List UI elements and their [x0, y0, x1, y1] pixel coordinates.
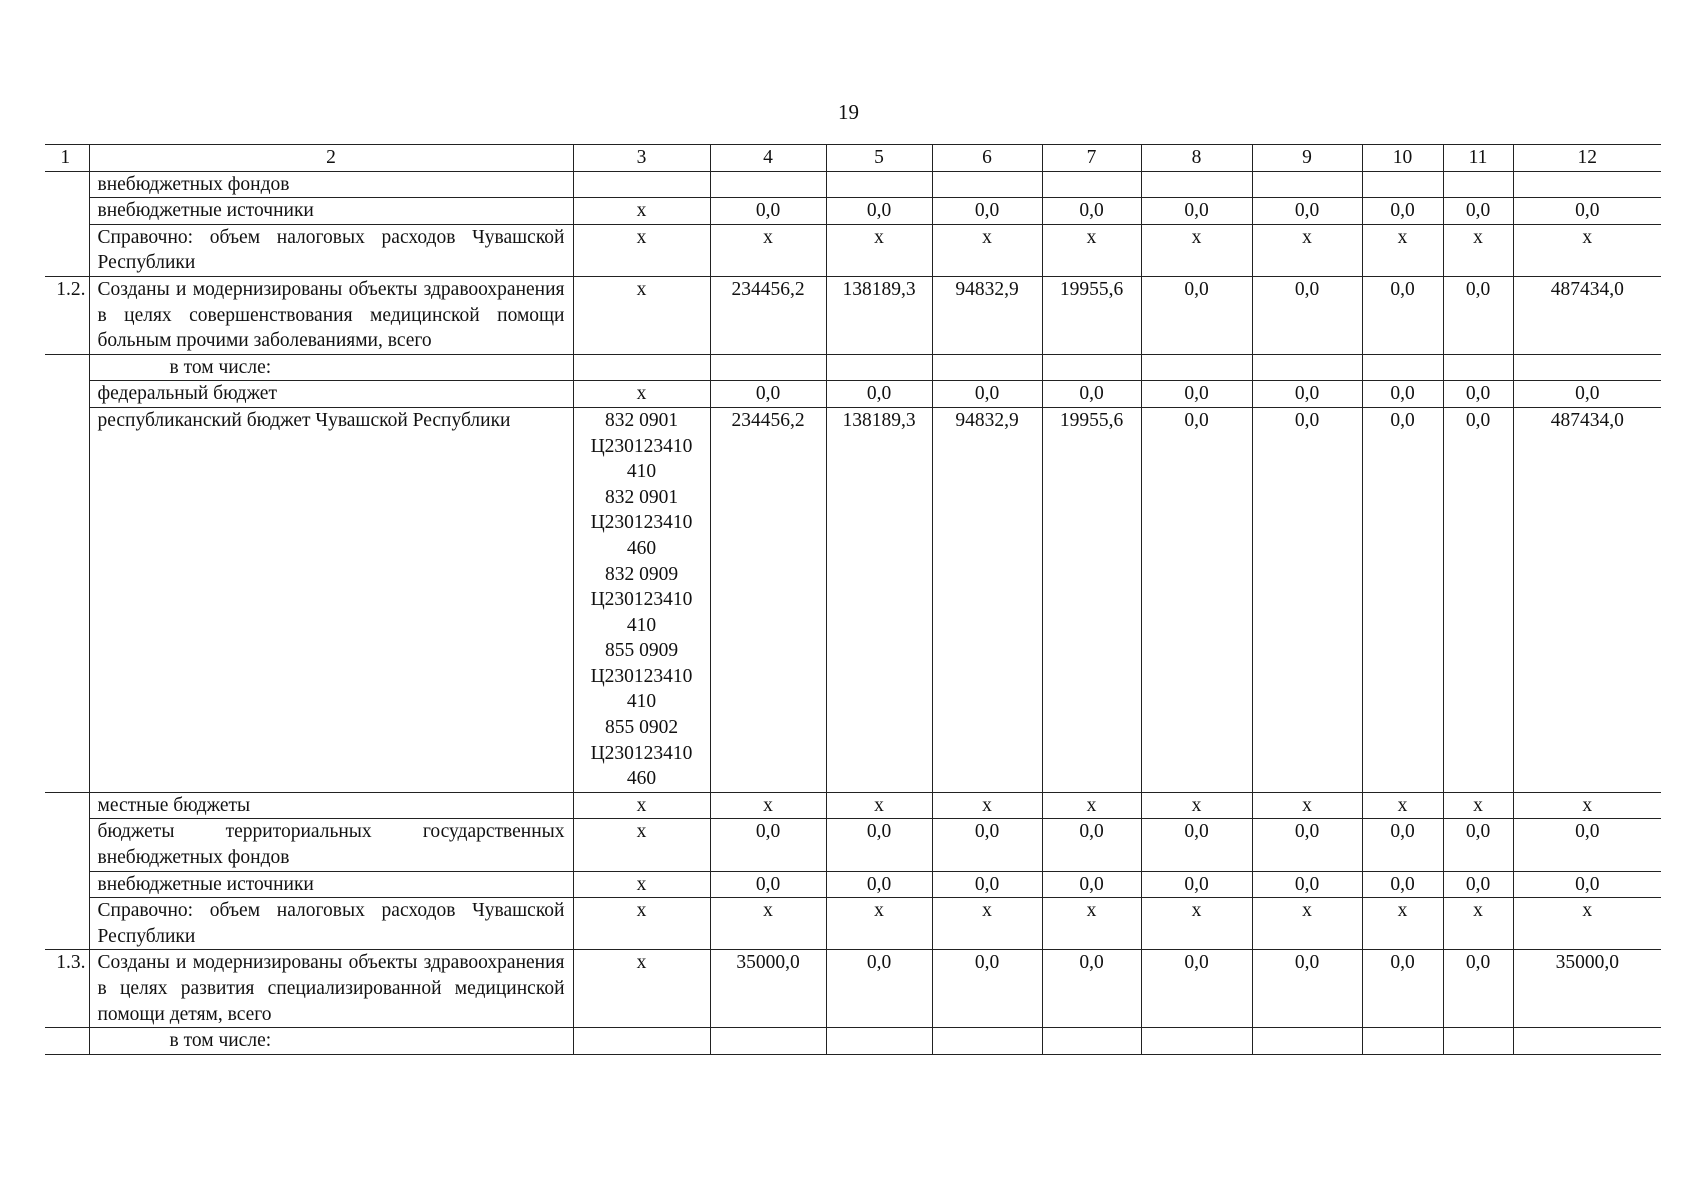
- value-cell: x: [1042, 792, 1141, 819]
- value-cell: 0,0: [1362, 871, 1443, 898]
- value-cell: [710, 1028, 826, 1055]
- value-cell: 0,0: [932, 950, 1042, 1028]
- value-cell: x: [710, 792, 826, 819]
- row-code: x: [573, 276, 710, 354]
- row-name: внебюджетные источники: [89, 871, 573, 898]
- row-name: внебюджетных фондов: [89, 171, 573, 198]
- header-cell: 10: [1362, 145, 1443, 172]
- value-cell: 0,0: [1141, 198, 1252, 225]
- value-cell: 0,0: [1042, 950, 1141, 1028]
- table-row: [45, 898, 1661, 950]
- row-name: Справочно: объем налоговых расходов Чувашской Республики: [89, 898, 573, 950]
- value-cell: [1141, 171, 1252, 198]
- value-cell: x: [1042, 224, 1141, 276]
- value-cell: 19955,6: [1042, 407, 1141, 792]
- value-cell: 0,0: [1362, 198, 1443, 225]
- row-name: в том числе:: [89, 354, 573, 381]
- header-cell: 5: [826, 145, 932, 172]
- header-cell: 2: [89, 145, 573, 172]
- value-cell: 0,0: [1141, 950, 1252, 1028]
- row-code: x: [573, 224, 710, 276]
- row-number: [45, 354, 89, 792]
- value-cell: 0,0: [1141, 381, 1252, 408]
- value-cell: [1252, 1028, 1362, 1055]
- row-number: [45, 1028, 89, 1055]
- value-cell: [1042, 1028, 1141, 1055]
- row-code: x: [573, 792, 710, 819]
- row-code: x: [573, 950, 710, 1028]
- value-cell: 94832,9: [932, 407, 1042, 792]
- value-cell: 0,0: [1252, 950, 1362, 1028]
- row-name: республиканский бюджет Чувашской Республики: [89, 407, 573, 792]
- value-cell: [1513, 354, 1661, 381]
- value-cell: 0,0: [1252, 407, 1362, 792]
- value-cell: 0,0: [710, 871, 826, 898]
- header-cell: 9: [1252, 145, 1362, 172]
- table-row: [45, 354, 1661, 381]
- value-cell: 138189,3: [826, 276, 932, 354]
- value-cell: 0,0: [710, 819, 826, 871]
- value-cell: 0,0: [1252, 381, 1362, 408]
- value-cell: x: [1443, 224, 1513, 276]
- value-cell: 0,0: [1513, 871, 1661, 898]
- value-cell: 0,0: [1252, 276, 1362, 354]
- value-cell: 0,0: [826, 871, 932, 898]
- value-cell: 94832,9: [932, 276, 1042, 354]
- value-cell: [826, 171, 932, 198]
- table-row: [45, 407, 1661, 792]
- value-cell: 234456,2: [710, 276, 826, 354]
- row-number: [45, 171, 89, 276]
- value-cell: 0,0: [1443, 819, 1513, 871]
- header-cell: 6: [932, 145, 1042, 172]
- value-cell: [710, 171, 826, 198]
- value-cell: 0,0: [1362, 276, 1443, 354]
- row-number: 1.3.: [45, 950, 89, 1028]
- value-cell: 138189,3: [826, 407, 932, 792]
- value-cell: 0,0: [932, 381, 1042, 408]
- value-cell: 0,0: [1252, 198, 1362, 225]
- table-row: [45, 819, 1661, 871]
- value-cell: x: [932, 898, 1042, 950]
- table-row: [45, 276, 1661, 354]
- budget-table: [45, 144, 1661, 1055]
- header-cell: 8: [1141, 145, 1252, 172]
- value-cell: [1141, 354, 1252, 381]
- table-row: [45, 950, 1661, 1028]
- row-code: [573, 354, 710, 381]
- value-cell: x: [1042, 898, 1141, 950]
- header-cell: 3: [573, 145, 710, 172]
- value-cell: 0,0: [1443, 276, 1513, 354]
- value-cell: [932, 354, 1042, 381]
- value-cell: x: [1362, 898, 1443, 950]
- value-cell: 0,0: [1141, 276, 1252, 354]
- row-code: [573, 1028, 710, 1055]
- table-row: [45, 1028, 1661, 1055]
- value-cell: 0,0: [932, 871, 1042, 898]
- value-cell: x: [826, 224, 932, 276]
- row-name: в том числе:: [89, 1028, 573, 1055]
- value-cell: 0,0: [1443, 871, 1513, 898]
- table-row: [45, 198, 1661, 225]
- value-cell: 0,0: [1513, 198, 1661, 225]
- value-cell: 0,0: [826, 950, 932, 1028]
- value-cell: x: [1141, 898, 1252, 950]
- row-name: Созданы и модернизированы объекты здравоохранения в целях развития специализированной медицинской помощи детям, всего: [89, 950, 573, 1028]
- value-cell: 487434,0: [1513, 276, 1661, 354]
- value-cell: 0,0: [1443, 407, 1513, 792]
- value-cell: 0,0: [1141, 407, 1252, 792]
- row-code: 832 0901 Ц230123410 410 832 0901 Ц230123410 460 832 0909 Ц230123410 410 855 0909 Ц230123410 410 855 0902 Ц230123410 460: [573, 407, 710, 792]
- value-cell: [1362, 354, 1443, 381]
- value-cell: 0,0: [932, 819, 1042, 871]
- value-cell: 0,0: [1443, 381, 1513, 408]
- row-name: бюджеты территориальных государственных внебюджетных фондов: [89, 819, 573, 871]
- table-row: [45, 792, 1661, 819]
- value-cell: 0,0: [826, 381, 932, 408]
- header-cell: 4: [710, 145, 826, 172]
- value-cell: 234456,2: [710, 407, 826, 792]
- header-cell: 12: [1513, 145, 1661, 172]
- row-name: Справочно: объем налоговых расходов Чувашской Республики: [89, 224, 573, 276]
- value-cell: 487434,0: [1513, 407, 1661, 792]
- value-cell: x: [826, 898, 932, 950]
- table-row: [45, 171, 1661, 198]
- value-cell: x: [1443, 898, 1513, 950]
- value-cell: [1252, 354, 1362, 381]
- row-name: Созданы и модернизированы объекты здравоохранения в целях совершенствования медицинской помощи больным прочими заболеваниями, всего: [89, 276, 573, 354]
- value-cell: [932, 171, 1042, 198]
- value-cell: 0,0: [710, 198, 826, 225]
- value-cell: 0,0: [1513, 381, 1661, 408]
- value-cell: x: [1513, 224, 1661, 276]
- value-cell: 0,0: [932, 198, 1042, 225]
- value-cell: 0,0: [1141, 819, 1252, 871]
- value-cell: x: [932, 792, 1042, 819]
- value-cell: [1141, 1028, 1252, 1055]
- value-cell: 35000,0: [710, 950, 826, 1028]
- value-cell: 0,0: [826, 819, 932, 871]
- value-cell: 0,0: [1042, 871, 1141, 898]
- row-code: [573, 171, 710, 198]
- row-name: федеральный бюджет: [89, 381, 573, 408]
- row-name: внебюджетные источники: [89, 198, 573, 225]
- row-code: x: [573, 871, 710, 898]
- value-cell: 0,0: [1042, 198, 1141, 225]
- value-cell: 0,0: [826, 198, 932, 225]
- value-cell: x: [1141, 792, 1252, 819]
- header-cell: 7: [1042, 145, 1141, 172]
- value-cell: 0,0: [1042, 819, 1141, 871]
- value-cell: x: [1443, 792, 1513, 819]
- value-cell: [1252, 171, 1362, 198]
- table-row: [45, 381, 1661, 408]
- row-number: [45, 792, 89, 950]
- value-cell: 0,0: [1513, 819, 1661, 871]
- value-cell: 0,0: [1252, 871, 1362, 898]
- value-cell: 0,0: [1443, 198, 1513, 225]
- value-cell: x: [710, 898, 826, 950]
- value-cell: 0,0: [1042, 381, 1141, 408]
- value-cell: x: [1362, 224, 1443, 276]
- value-cell: x: [826, 792, 932, 819]
- value-cell: [1362, 1028, 1443, 1055]
- value-cell: x: [1362, 792, 1443, 819]
- value-cell: x: [1252, 792, 1362, 819]
- value-cell: [1443, 171, 1513, 198]
- value-cell: x: [1252, 224, 1362, 276]
- value-cell: [1513, 1028, 1661, 1055]
- value-cell: 19955,6: [1042, 276, 1141, 354]
- value-cell: [1443, 1028, 1513, 1055]
- header-cell: 11: [1443, 145, 1513, 172]
- row-code: x: [573, 898, 710, 950]
- value-cell: x: [1513, 898, 1661, 950]
- value-cell: 0,0: [1362, 950, 1443, 1028]
- row-name: местные бюджеты: [89, 792, 573, 819]
- value-cell: [932, 1028, 1042, 1055]
- value-cell: x: [932, 224, 1042, 276]
- row-code: x: [573, 381, 710, 408]
- value-cell: [826, 1028, 932, 1055]
- value-cell: [1042, 171, 1141, 198]
- header-cell: 1: [45, 145, 89, 172]
- value-cell: 0,0: [1443, 950, 1513, 1028]
- value-cell: [826, 354, 932, 381]
- value-cell: [1362, 171, 1443, 198]
- table-row: [45, 224, 1661, 276]
- row-number: 1.2.: [45, 276, 89, 354]
- value-cell: x: [710, 224, 826, 276]
- row-code: x: [573, 198, 710, 225]
- value-cell: 0,0: [1362, 381, 1443, 408]
- value-cell: 0,0: [1362, 819, 1443, 871]
- value-cell: 0,0: [710, 381, 826, 408]
- value-cell: x: [1141, 224, 1252, 276]
- value-cell: [1042, 354, 1141, 381]
- value-cell: [710, 354, 826, 381]
- value-cell: 0,0: [1141, 871, 1252, 898]
- value-cell: x: [1252, 898, 1362, 950]
- value-cell: 0,0: [1362, 407, 1443, 792]
- value-cell: x: [1513, 792, 1661, 819]
- row-code: x: [573, 819, 710, 871]
- value-cell: 0,0: [1252, 819, 1362, 871]
- value-cell: [1443, 354, 1513, 381]
- page-number: 19: [838, 100, 859, 124]
- table-row: [45, 871, 1661, 898]
- value-cell: [1513, 171, 1661, 198]
- value-cell: 35000,0: [1513, 950, 1661, 1028]
- table-header-row: [45, 145, 1661, 172]
